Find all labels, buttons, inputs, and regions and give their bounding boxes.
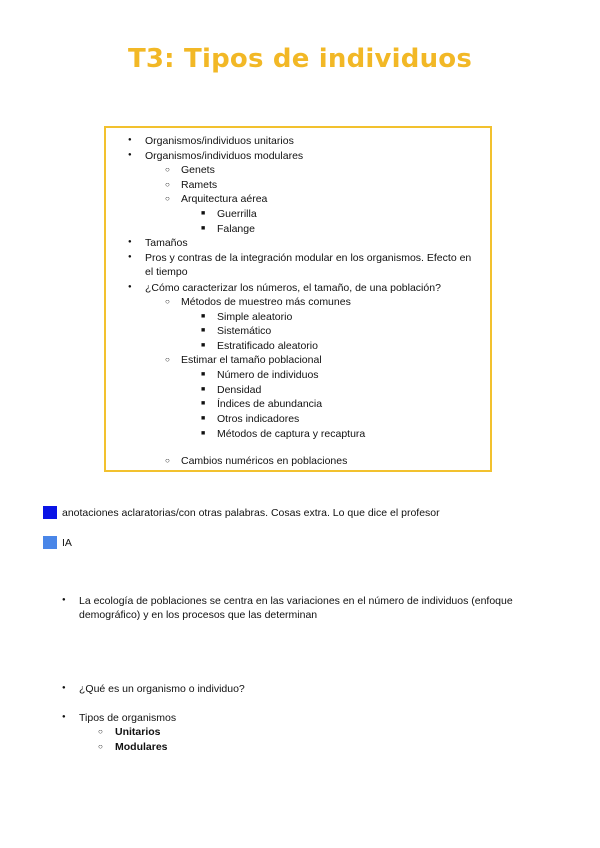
bullet-marker bbox=[128, 236, 132, 251]
toc-item: Genets bbox=[181, 164, 215, 176]
toc-item: Pros y contras de la integración modular en los organismos. Efecto en el tiempo bbox=[145, 252, 472, 278]
bullet-marker bbox=[128, 149, 132, 164]
bullet-marker bbox=[62, 711, 66, 726]
bullet-marker bbox=[128, 134, 132, 149]
toc-item: Ramets bbox=[181, 179, 218, 191]
toc-item: ¿Cómo caracterizar los números, el tamaño, de una población? bbox=[145, 282, 441, 294]
toc-item: Tamaños bbox=[145, 237, 188, 249]
bullet-marker bbox=[165, 295, 170, 309]
legend-ia-text: IA bbox=[62, 537, 72, 549]
legend-swatch-ia bbox=[43, 536, 57, 549]
bullet-marker bbox=[165, 353, 170, 367]
toc-item: Organismos/individuos modulares bbox=[145, 150, 304, 162]
toc-item: Otros indicadores bbox=[217, 413, 300, 425]
toc-item: Número de individuos bbox=[217, 369, 319, 381]
legend-swatch-annotations bbox=[43, 506, 57, 519]
bullet-marker bbox=[165, 454, 170, 468]
toc-item: Falange bbox=[217, 223, 255, 235]
bullet-marker bbox=[62, 682, 66, 697]
body-paragraph: La ecología de poblaciones se centra en las variaciones en el número de individuos (enfoque demográfico) y en los procesos que las determinan bbox=[79, 595, 513, 621]
bullet-marker bbox=[165, 192, 170, 206]
bullet-marker bbox=[201, 310, 205, 325]
toc-item: Métodos de muestreo más comunes bbox=[181, 296, 351, 308]
bullet-marker bbox=[201, 222, 205, 237]
bullet-marker bbox=[98, 725, 103, 739]
body-paragraph: Tipos de organismos bbox=[79, 712, 177, 724]
bullet-marker bbox=[165, 163, 170, 177]
toc-item: Estimar el tamaño poblacional bbox=[181, 354, 322, 366]
document-title: T3: Tipos de individuos bbox=[127, 44, 473, 74]
toc-item: Estratificado aleatorio bbox=[217, 340, 318, 352]
bullet-marker bbox=[201, 412, 205, 427]
toc-item: Densidad bbox=[217, 384, 262, 396]
toc-item: Métodos de captura y recaptura bbox=[217, 428, 366, 440]
bullet-marker bbox=[201, 207, 205, 222]
bullet-marker bbox=[62, 594, 66, 609]
bullet-marker bbox=[128, 281, 132, 296]
body-paragraph: ¿Qué es un organismo o individuo? bbox=[79, 683, 245, 695]
body-subitem: Modulares bbox=[115, 741, 168, 753]
toc-item: Arquitectura aérea bbox=[181, 193, 268, 205]
toc-item: Sistemático bbox=[217, 325, 272, 337]
toc-item: Simple aleatorio bbox=[217, 311, 293, 323]
bullet-marker bbox=[165, 178, 170, 192]
toc-item: Guerrilla bbox=[217, 208, 257, 220]
toc-item: Índices de abundancia bbox=[217, 398, 323, 410]
body-subitem: Unitarios bbox=[115, 726, 161, 738]
bullet-marker bbox=[201, 397, 205, 412]
bullet-marker bbox=[201, 339, 205, 354]
bullet-marker bbox=[201, 324, 205, 339]
bullet-marker bbox=[201, 383, 205, 398]
bullet-marker bbox=[201, 368, 205, 383]
legend-annotations-text: anotaciones aclaratorias/con otras palabras. Cosas extra. Lo que dice el profesor bbox=[62, 507, 440, 519]
bullet-marker bbox=[201, 427, 205, 442]
toc-item: Cambios numéricos en poblaciones bbox=[181, 455, 348, 467]
bullet-marker bbox=[128, 251, 132, 266]
bullet-marker bbox=[98, 740, 103, 754]
toc-item: Organismos/individuos unitarios bbox=[145, 135, 294, 147]
